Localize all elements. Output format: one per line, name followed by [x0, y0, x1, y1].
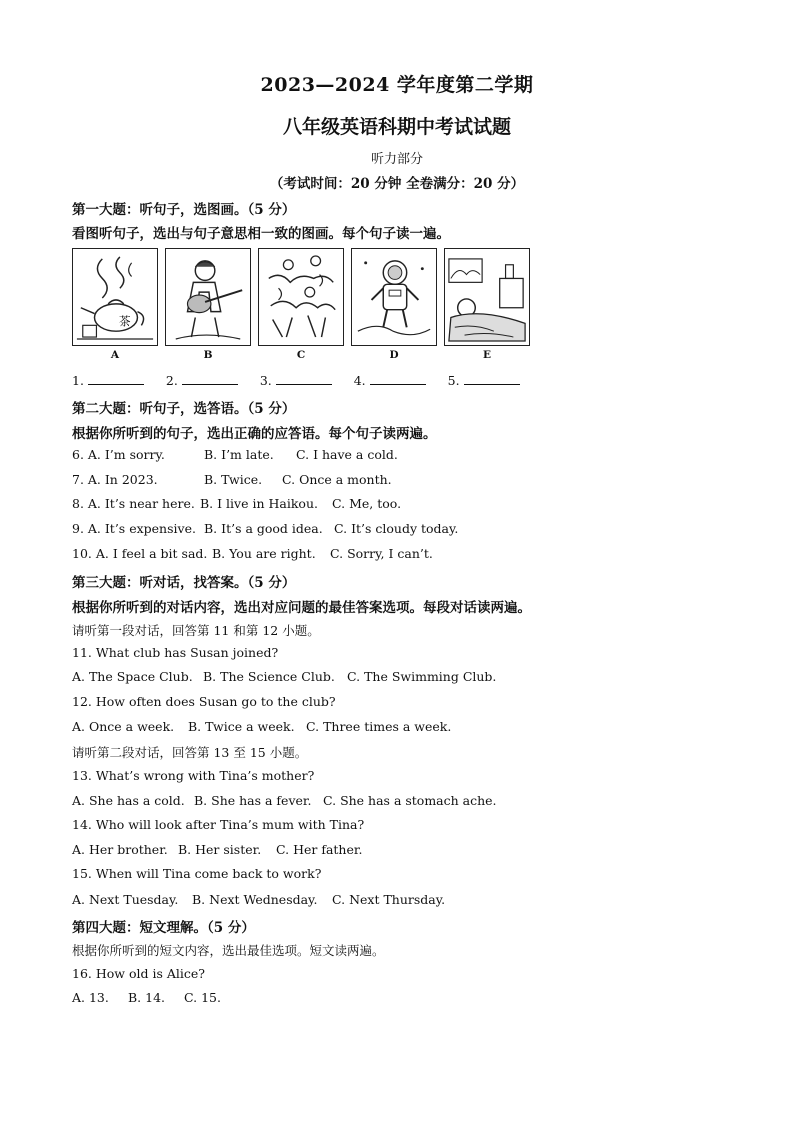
option-c[interactable]: C. Her father. — [276, 842, 363, 857]
question-13-options — [72, 793, 497, 808]
question-11: 11. What club has Susan joined? — [72, 645, 279, 660]
question-16-options — [72, 990, 221, 1005]
astronaut-icon — [352, 249, 436, 345]
option-b[interactable]: B. She has a fever. — [194, 793, 312, 808]
option-c[interactable]: C. Three times a week. — [306, 719, 452, 734]
option-a[interactable]: A. 13. — [72, 990, 109, 1005]
picture-label-e: E — [482, 349, 491, 361]
option-b[interactable]: B. You are right. — [212, 546, 316, 561]
option-a[interactable]: A. Next Tuesday. — [72, 892, 179, 907]
blank-number: 2. — [165, 373, 178, 388]
picture-label-d: D — [389, 349, 399, 361]
option-b[interactable]: B. Twice. — [204, 472, 263, 487]
question-12-options — [72, 719, 451, 734]
exam-title-year: 2023—2024 学年度第二学期 — [260, 74, 534, 96]
question-15: 15. When will Tina come back to work? — [72, 866, 322, 881]
question-8 — [72, 496, 401, 511]
option-c[interactable]: C. The Swimming Club. — [347, 669, 497, 684]
question-11-options — [72, 669, 496, 684]
option-a[interactable]: 6. A. I’m sorry. — [72, 447, 165, 462]
option-a[interactable]: A. Once a week. — [72, 719, 175, 734]
answer-blanks — [72, 372, 538, 388]
question-16: 16. How old is Alice? — [72, 966, 205, 981]
option-a[interactable]: A. Her brother. — [72, 842, 168, 857]
question-12: 12. How often does Susan go to the club? — [72, 694, 336, 709]
question-10 — [72, 546, 433, 561]
blank-1[interactable] — [72, 372, 144, 388]
option-b[interactable]: B. The Science Club. — [203, 669, 335, 684]
option-c[interactable]: C. She has a stomach ache. — [323, 793, 497, 808]
part1-heading: 第一大题：听句子，选图画。（5 分） — [72, 202, 296, 218]
teapot-icon — [73, 249, 157, 345]
picture-label-c: C — [296, 349, 306, 361]
sick-in-bed-icon — [445, 249, 529, 345]
option-a[interactable]: 9. A. It’s expensive. — [72, 521, 196, 536]
picture-e — [444, 248, 530, 346]
picture-a — [72, 248, 158, 346]
option-c[interactable]: C. Me, too. — [332, 496, 402, 511]
blank-number: 5. — [447, 373, 460, 388]
picture-label-b: B — [203, 349, 213, 361]
blank-number: 1. — [72, 373, 84, 388]
question-13: 13. What’s wrong with Tina’s mother? — [72, 768, 315, 783]
option-b[interactable]: B. I’m late. — [204, 447, 274, 462]
part1-instruction: 看图听句子，选出与句子意思相一致的图画。每个句子读一遍。 — [72, 226, 450, 242]
part2-instruction: 根据你所听到的句子，选出正确的应答语。每个句子读两遍。 — [72, 426, 437, 442]
tea-character: 茶 — [118, 314, 131, 329]
blank-4[interactable] — [354, 372, 426, 388]
guitar-player-icon — [166, 249, 250, 345]
picture-label-a: A — [110, 349, 120, 361]
dancers-icon — [259, 249, 343, 345]
question-7 — [72, 472, 392, 487]
question-14-options — [72, 842, 362, 857]
option-b[interactable]: B. 14. — [128, 990, 166, 1005]
question-15-options — [72, 892, 445, 907]
question-6 — [72, 447, 398, 462]
part2-heading: 第二大题：听句子，选答语。（5 分） — [72, 401, 296, 417]
option-c[interactable]: C. I have a cold. — [296, 447, 398, 462]
exam-title: 八年级英语科期中考试试题 — [282, 116, 511, 138]
option-a[interactable]: A. She has a cold. — [72, 793, 185, 808]
picture-b — [165, 248, 251, 346]
option-c[interactable]: C. Sorry, I can’t. — [330, 546, 433, 561]
option-c[interactable]: C. It’s cloudy today. — [334, 521, 459, 536]
picture-d — [351, 248, 437, 346]
part4-instruction: 根据你所听到的短文内容，选出最佳选项。短文读两遍。 — [72, 943, 385, 958]
option-b[interactable]: B. I live in Haikou. — [200, 496, 318, 511]
option-a[interactable]: 8. A. It’s near here. — [72, 496, 195, 511]
option-c[interactable]: C. Once a month. — [282, 472, 392, 487]
picture-row — [72, 248, 532, 368]
dialogue1-intro: 请听第一段对话，回答第 11 和第 12 小题。 — [72, 623, 320, 638]
exam-info: （考试时间：20 分钟 全卷满分：20 分） — [269, 176, 525, 192]
picture-c — [258, 248, 344, 346]
option-b[interactable]: B. Her sister. — [178, 842, 262, 857]
option-c[interactable]: C. Next Thursday. — [332, 892, 446, 907]
blank-5[interactable] — [448, 372, 520, 388]
part4-heading: 第四大题：短文理解。（5 分） — [72, 920, 255, 936]
part3-instruction: 根据你所听到的对话内容，选出对应问题的最佳答案选项。每段对话读两遍。 — [72, 600, 531, 616]
blank-2[interactable] — [166, 372, 238, 388]
option-a[interactable]: 10. A. I feel a bit sad. — [72, 546, 208, 561]
option-a[interactable]: A. The Space Club. — [72, 669, 193, 684]
question-14: 14. Who will look after Tina’s mum with Tina? — [72, 817, 365, 832]
section-subtitle: 听力部分 — [370, 152, 423, 167]
blank-3[interactable] — [260, 372, 332, 388]
question-9 — [72, 521, 458, 536]
dialogue2-intro: 请听第二段对话，回答第 13 至 15 小题。 — [72, 745, 308, 760]
part3-heading: 第三大题：听对话，找答案。（5 分） — [72, 575, 296, 591]
option-b[interactable]: B. Twice a week. — [188, 719, 295, 734]
option-b[interactable]: B. It’s a good idea. — [204, 521, 323, 536]
blank-number: 4. — [353, 373, 366, 388]
blank-number: 3. — [259, 373, 272, 388]
option-b[interactable]: B. Next Wednesday. — [192, 892, 318, 907]
option-c[interactable]: C. 15. — [184, 990, 221, 1005]
option-a[interactable]: 7. A. In 2023. — [72, 472, 158, 487]
